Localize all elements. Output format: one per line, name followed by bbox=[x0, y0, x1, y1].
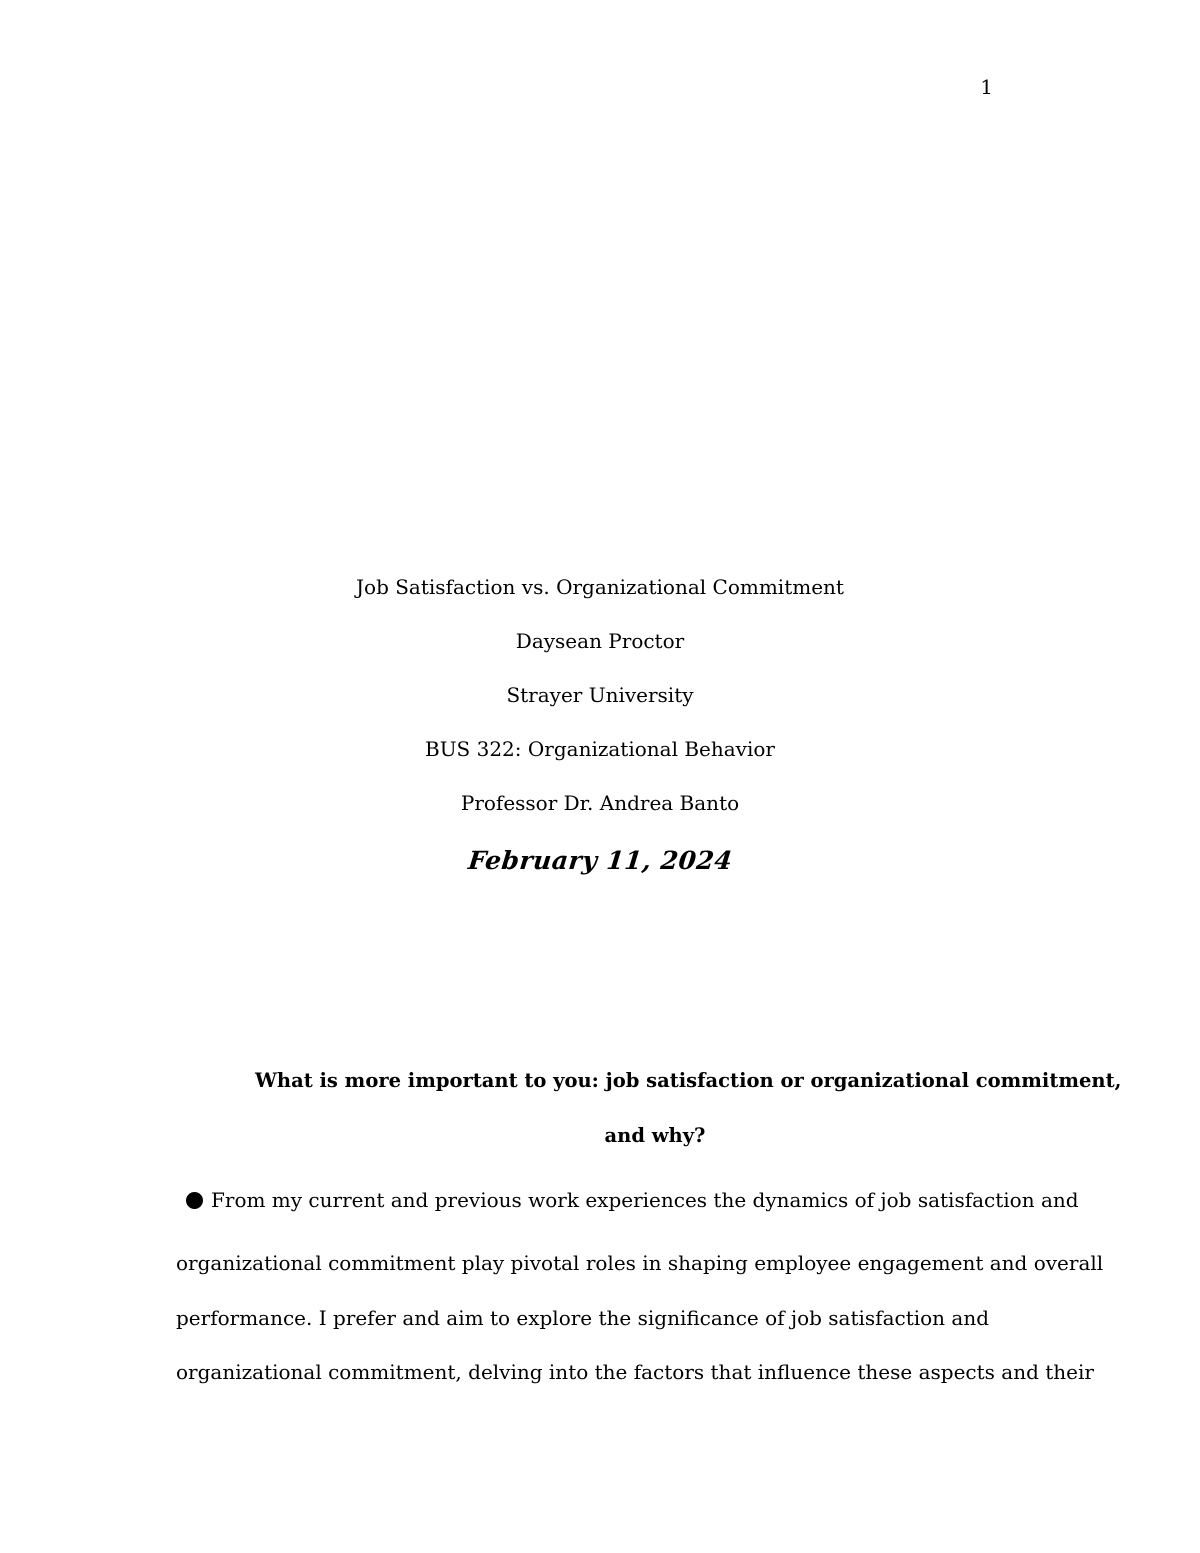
paper-title: Job Satisfaction vs. Organizational Commitment bbox=[356, 575, 844, 599]
instructor-name: Professor Dr. Andrea Banto bbox=[460, 791, 740, 815]
section-heading-line-1: What is more important to you: job satisfaction or organizational commitment, bbox=[255, 1069, 1122, 1092]
body-line-1: From my current and previous work experiences the dynamics of job satisfaction and bbox=[211, 1188, 1079, 1212]
bullet-icon bbox=[186, 1192, 203, 1209]
author-name: Daysean Proctor bbox=[515, 629, 685, 653]
body-line-2: organizational commitment play pivotal roles in shaping employee engagement and overall bbox=[176, 1251, 1104, 1275]
body-line-4: organizational commitment, delving into the factors that influence these aspects and their bbox=[176, 1360, 1094, 1384]
body-line-3: performance. I prefer and aim to explore the significance of job satisfaction and bbox=[176, 1306, 990, 1330]
section-heading-line-2: and why? bbox=[604, 1124, 706, 1147]
submission-date: February 11, 2024 bbox=[466, 846, 734, 875]
page-number: 1 bbox=[980, 75, 993, 99]
title-block bbox=[0, 574, 1200, 884]
institution-name: Strayer University bbox=[506, 683, 694, 707]
course-name: BUS 322: Organizational Behavior bbox=[425, 737, 775, 761]
